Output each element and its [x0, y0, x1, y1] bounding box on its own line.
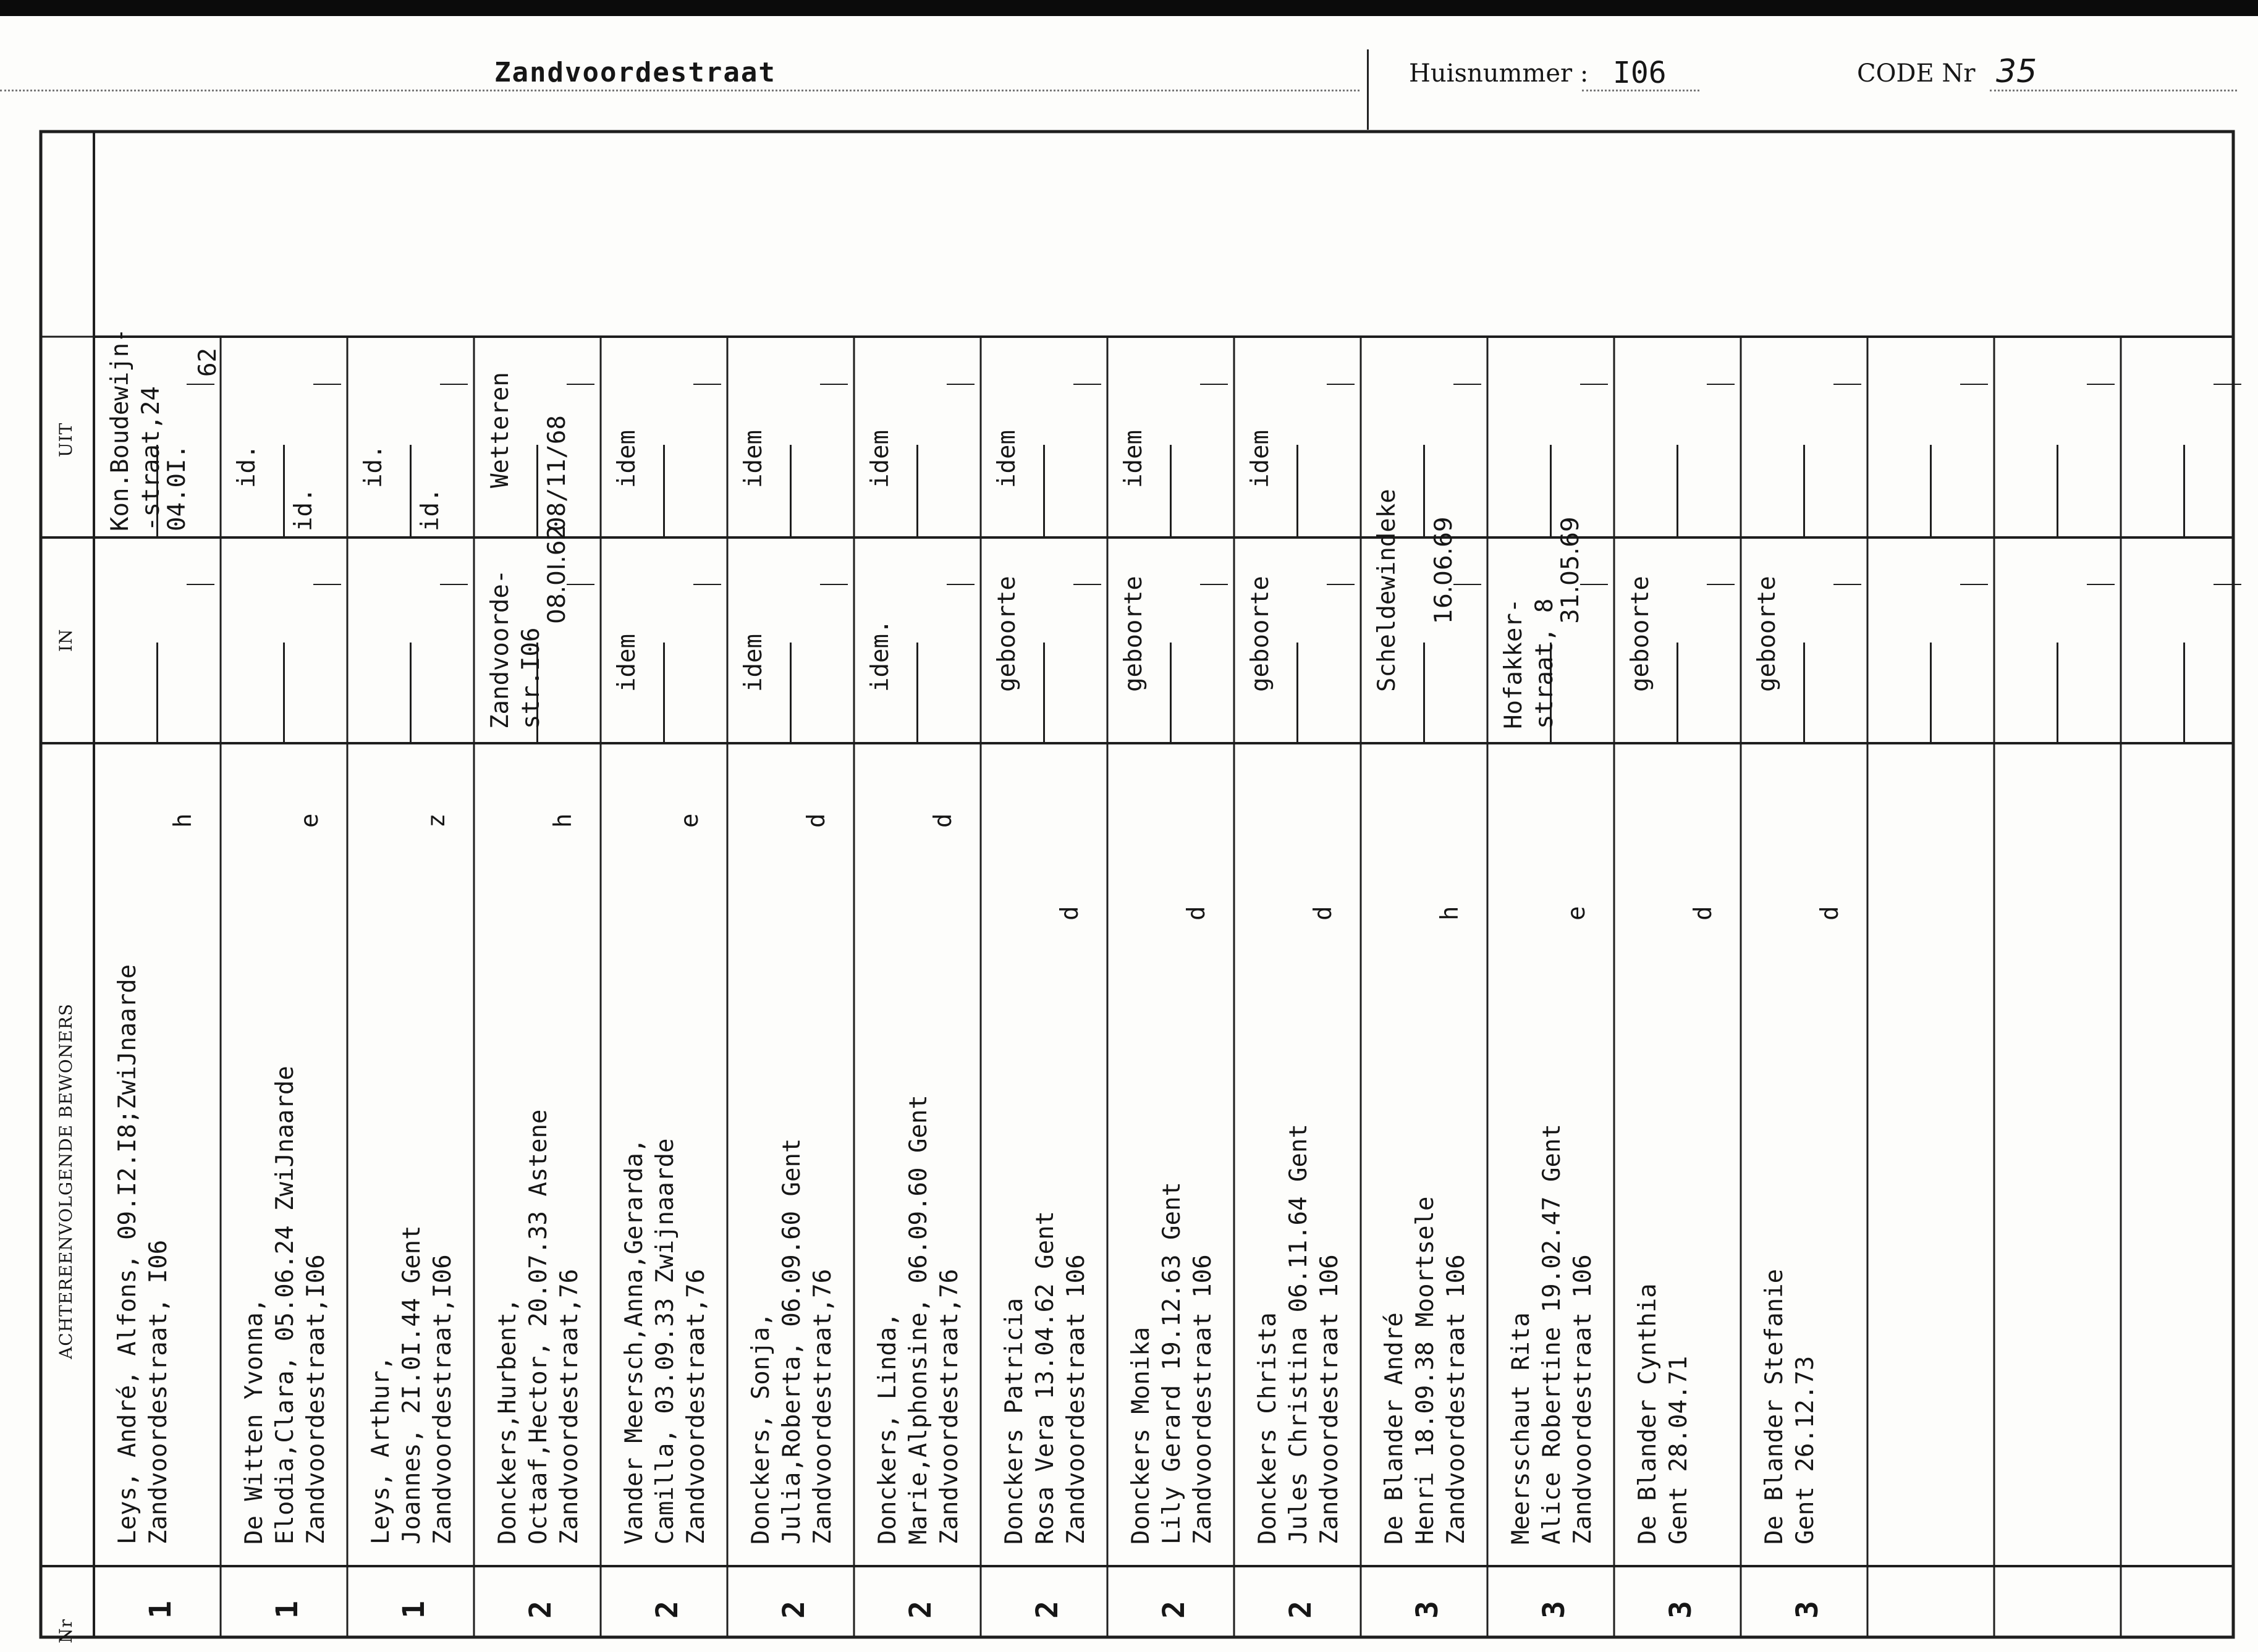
in-place [865, 620, 896, 692]
resident-line: De Blander André [1381, 1312, 1408, 1545]
resident-line: Zandvoordestraat 106 [1569, 1254, 1597, 1545]
in-place [1499, 599, 1560, 729]
resident-line: Zandvoordestraat 106 [1189, 1254, 1217, 1545]
relation-code: d [929, 813, 957, 828]
resident-line: Zandvoordestraat,I06 [302, 1254, 330, 1545]
in-place-line: geboorte [993, 576, 1021, 692]
uit-place-line: idem [613, 430, 641, 488]
relation-code: d [803, 813, 831, 828]
resident-line: Julia,Roberta, 06.09.60 Gent [778, 1138, 806, 1545]
uit-date: 04.0I. [163, 444, 191, 531]
in-place [1752, 576, 1783, 692]
row-nr: 3 [1664, 1601, 1698, 1619]
uit-place-line: Kon.Boudewijn- [106, 328, 134, 531]
relation-code: d [1816, 906, 1844, 921]
uit-place-line: id. [233, 444, 261, 488]
row-nr: 1 [143, 1601, 178, 1619]
resident-entry [1633, 1283, 1694, 1545]
resident-line: Camilla, 03.09.33 Zwijnaarde [651, 1138, 679, 1545]
resident-entry [746, 1139, 839, 1545]
relation-code: h [1436, 906, 1464, 921]
resident-line: Zandvoordestraat 106 [1442, 1254, 1470, 1545]
relation-code: z [423, 813, 450, 828]
resident-line: Donckers Monika [1127, 1326, 1155, 1545]
row-nr: 2 [903, 1601, 938, 1619]
uit-place [865, 430, 896, 488]
row-nr: 3 [1790, 1601, 1825, 1619]
uit-place-line: idem [740, 430, 767, 488]
row-nr: 1 [397, 1601, 431, 1619]
resident-entry [493, 1110, 585, 1545]
in-place [1118, 576, 1149, 692]
resident-line: Meersschaut Rita [1507, 1312, 1535, 1545]
in-place [1372, 489, 1403, 692]
resident-line: Rosa Vera 13.04.62 Gent [1031, 1210, 1059, 1545]
in-place [1625, 576, 1656, 692]
in-place-line: geboorte [1626, 576, 1654, 692]
in-place [612, 634, 643, 692]
code-value: 35 [1996, 53, 2037, 90]
uit-place [105, 328, 167, 531]
resident-line: Gent 26.12.73 [1791, 1355, 1819, 1545]
col-bewoners-label: ACHTEREENVOLGENDE BEWONERS [56, 1003, 76, 1359]
resident-line: Zandvoordestraat,76 [682, 1268, 710, 1545]
in-place [485, 570, 547, 729]
col-in-label: IN [56, 628, 76, 652]
resident-entry [1379, 1196, 1472, 1545]
in-place-line: idem. [866, 619, 894, 692]
col-uit-label: UIT [56, 422, 76, 457]
uit-place [232, 445, 263, 488]
resident-line: Gent 28.04.71 [1665, 1355, 1693, 1545]
resident-line: De Blander Cynthia [1634, 1283, 1662, 1545]
col-nr-label: Nr [56, 1619, 76, 1643]
row-nr: 2 [1030, 1601, 1065, 1619]
uit-place-line: idem [1120, 430, 1148, 488]
resident-entry [1253, 1124, 1345, 1545]
in-place-line: Zandvoorde- [486, 569, 514, 729]
relation-code: e [1563, 906, 1591, 921]
resident-line: Octaaf,Hector, 20.07.33 Astene [525, 1109, 552, 1545]
resident-line: Donckers,Hurbent, [494, 1297, 522, 1545]
in-place-line: Hofakker- [1500, 598, 1528, 729]
in-date: 16.06.69 [1430, 516, 1458, 624]
in-place [738, 634, 769, 692]
uit-place-line: idem [993, 430, 1021, 488]
uit-place [992, 430, 1023, 488]
resident-entry [239, 1066, 332, 1545]
in-place-line: geboorte [1120, 576, 1148, 692]
resident-line: Zandvoordestraat,76 [809, 1268, 837, 1545]
resident-entry [1506, 1124, 1599, 1545]
resident-line: Zandvoordestraat 106 [1062, 1254, 1090, 1545]
uit-place [1245, 430, 1276, 488]
in-date: 08.0I.62 [543, 525, 571, 624]
in-place-line: geboorte [1246, 576, 1274, 692]
uit-place-line: -straat,24 [137, 386, 165, 531]
uit-date: id. [417, 487, 444, 531]
resident-line: Joannes, 2I.0I.44 Gent [398, 1225, 426, 1545]
resident-line: De Blander Stefanie [1761, 1268, 1788, 1545]
resident-entry [1126, 1182, 1219, 1545]
uit-place [485, 372, 516, 488]
resident-line: Zandvoordestraat,I06 [429, 1254, 457, 1545]
row-nr: 2 [523, 1601, 558, 1619]
resident-line: Donckers Christa [1254, 1312, 1282, 1545]
resident-line: Vander Meersch,Anna,Gerarda, [620, 1138, 648, 1545]
in-place [1245, 576, 1276, 692]
resident-line: Donckers Patricia [1000, 1297, 1028, 1545]
resident-line: Zandvoordestraat,76 [936, 1268, 963, 1545]
in-place-line: idem [740, 634, 767, 692]
resident-entry [873, 1095, 965, 1545]
uit-place [1118, 430, 1149, 488]
uit-date-suffix: 62 [194, 348, 222, 377]
uit-place-line: id. [360, 444, 387, 488]
resident-line: Donckers, Linda, [874, 1312, 902, 1545]
in-place-line: straat, 8 [1531, 598, 1558, 729]
resident-entry [366, 1225, 459, 1545]
relation-code: h [169, 813, 197, 828]
relation-code: e [676, 813, 704, 828]
resident-line: Henri 18.09.38 Moortsele [1411, 1196, 1439, 1545]
uit-place-line: Wetteren [486, 372, 514, 488]
relation-code: d [1689, 906, 1717, 921]
in-place-line: idem [613, 634, 641, 692]
in-place-line: geboorte [1753, 576, 1781, 692]
row-nr: 2 [650, 1601, 685, 1619]
resident-line: Zandvoordestraat, I06 [145, 1239, 172, 1545]
row-nr: 2 [777, 1601, 811, 1619]
resident-entry [112, 964, 174, 1545]
uit-date: id. [290, 487, 318, 531]
relation-code: e [296, 813, 324, 828]
row-nr: 3 [1537, 1601, 1571, 1619]
row-nr: 2 [1157, 1601, 1191, 1619]
code-label: CODE Nr [1857, 59, 1976, 88]
in-place-line: Scheldewindeke [1373, 489, 1401, 692]
street-name: Zandvoordestraat [494, 57, 776, 88]
resident-line: Zandvoordestraat 106 [1316, 1254, 1343, 1545]
huisnummer-value: I06 [1613, 56, 1667, 90]
uit-place [612, 430, 643, 488]
resident-line: De Witten Yvonna, [240, 1297, 268, 1545]
relation-code: h [549, 813, 577, 828]
resident-line: Lily Gerard 19.12.63 Gent [1158, 1182, 1186, 1545]
in-place-line: str.I06 [517, 627, 545, 729]
resident-entry [1759, 1269, 1821, 1545]
relation-code: d [1183, 906, 1211, 921]
uit-place-line: idem [1246, 430, 1274, 488]
resident-line: Elodia,Clara, 05.06.24 ZwiJnaarde [271, 1066, 299, 1545]
row-nr: 3 [1410, 1601, 1445, 1619]
row-nr: 2 [1283, 1601, 1318, 1619]
resident-line: Leys, Arthur, [367, 1355, 395, 1545]
in-place [992, 576, 1023, 692]
uit-place [358, 445, 389, 488]
uit-date: 08/11/68 [543, 415, 571, 531]
in-date: 31.05.69 [1557, 516, 1584, 624]
resident-line: Alice Robertine 19.02.47 Gent [1538, 1124, 1566, 1545]
relation-code: d [1309, 906, 1337, 921]
resident-line: Marie,Alphonsine, 06.09.60 Gent [905, 1095, 932, 1545]
relation-code: d [1056, 906, 1084, 921]
uit-place-line: idem [866, 430, 894, 488]
resident-line: Jules Christina 06.11.64 Gent [1285, 1124, 1313, 1545]
resident-line: Leys, André, Alfons, 09.I2.I8;ZwiJnaarde [114, 964, 142, 1545]
row-nr: 1 [270, 1601, 305, 1619]
resident-line: Zandvoordestraat,76 [556, 1268, 583, 1545]
resident-line: Donckers, Sonja, [747, 1312, 775, 1545]
resident-entry [999, 1211, 1092, 1545]
resident-entry [619, 1139, 712, 1545]
huisnummer-label: Huisnummer : [1409, 59, 1589, 88]
uit-place [738, 430, 769, 488]
